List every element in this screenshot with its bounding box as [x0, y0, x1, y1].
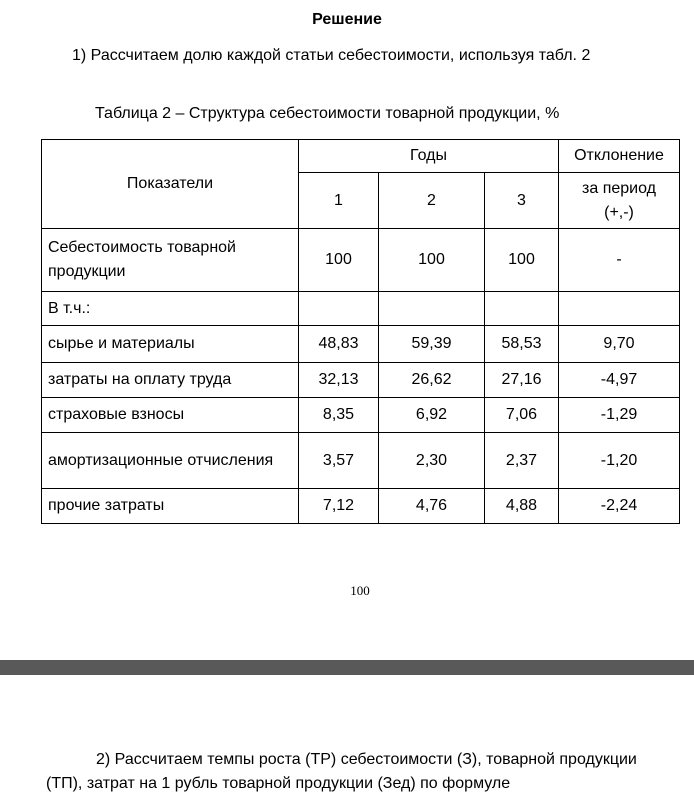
row-year-1-value: 100	[299, 229, 379, 292]
row-year-2-value: 26,62	[379, 363, 485, 398]
row-year-3-value: 58,53	[485, 326, 559, 363]
row-deviation-value	[559, 292, 680, 326]
row-year-1-value: 48,83	[299, 326, 379, 363]
row-year-3-value: 4,88	[485, 489, 559, 524]
row-year-2-value: 100	[379, 229, 485, 292]
header-deviation-period: за период (+,-)	[559, 173, 680, 229]
table-row	[42, 363, 680, 398]
document-page-2	[0, 675, 694, 806]
row-year-3-value	[485, 292, 559, 326]
row-year-1-value: 7,12	[299, 489, 379, 524]
table-caption: Таблица 2 – Структура себестоимости товарной продукции, %	[95, 105, 560, 122]
row-label: В т.ч.:	[42, 292, 299, 326]
row-year-1-value	[299, 292, 379, 326]
row-label: сырье и материалы	[42, 326, 299, 363]
row-deviation-value: -1,29	[559, 398, 680, 433]
header-years: Годы	[299, 140, 559, 173]
row-label: страховые взносы	[42, 398, 299, 433]
cost-structure-table	[41, 139, 680, 524]
row-label: затраты на оплату труда	[42, 363, 299, 398]
page-number: 100	[350, 583, 370, 598]
table-row	[42, 229, 680, 292]
row-year-2-value: 4,76	[379, 489, 485, 524]
table-row	[42, 292, 680, 326]
header-year-1: 1	[299, 173, 379, 229]
header-deviation: Отклонение	[559, 140, 680, 173]
table-body	[42, 229, 680, 524]
row-deviation-value: -	[559, 229, 680, 292]
row-year-3-value: 100	[485, 229, 559, 292]
row-year-3-value: 27,16	[485, 363, 559, 398]
row-year-2-value	[379, 292, 485, 326]
step-1-text: 1) Рассчитаем долю каждой статьи себестоимости, используя табл. 2	[72, 47, 591, 64]
table-row	[42, 433, 680, 489]
row-deviation-value: -2,24	[559, 489, 680, 524]
page-separator	[0, 660, 694, 675]
row-year-3-value: 2,37	[485, 433, 559, 489]
row-year-2-value: 2,30	[379, 433, 485, 489]
section-heading: Решение	[312, 11, 382, 28]
row-deviation-value: 9,70	[559, 326, 680, 363]
row-year-2-value: 59,39	[379, 326, 485, 363]
row-label: прочие затраты	[42, 489, 299, 524]
table-row	[42, 398, 680, 433]
row-deviation-value: -1,20	[559, 433, 680, 489]
row-label: Себестоимость товарной продукции	[42, 229, 299, 292]
row-year-1-value: 32,13	[299, 363, 379, 398]
row-year-1-value: 3,57	[299, 433, 379, 489]
table-row	[42, 326, 680, 363]
table-header-row	[42, 140, 680, 173]
row-year-3-value: 7,06	[485, 398, 559, 433]
row-label: амортизационные отчисления	[42, 433, 299, 489]
table-row	[42, 489, 680, 524]
row-year-1-value: 8,35	[299, 398, 379, 433]
header-year-2: 2	[379, 173, 485, 229]
row-deviation-value: -4,97	[559, 363, 680, 398]
step-2-text: 2) Рассчитаем темпы роста (ТР) себестоимости (З), товарной продукции (ТП), затрат на 1 рубль товарной продукции (Зед) по формуле	[46, 751, 637, 792]
row-year-2-value: 6,92	[379, 398, 485, 433]
header-year-3: 3	[485, 173, 559, 229]
header-indicators: Показатели	[42, 140, 299, 229]
